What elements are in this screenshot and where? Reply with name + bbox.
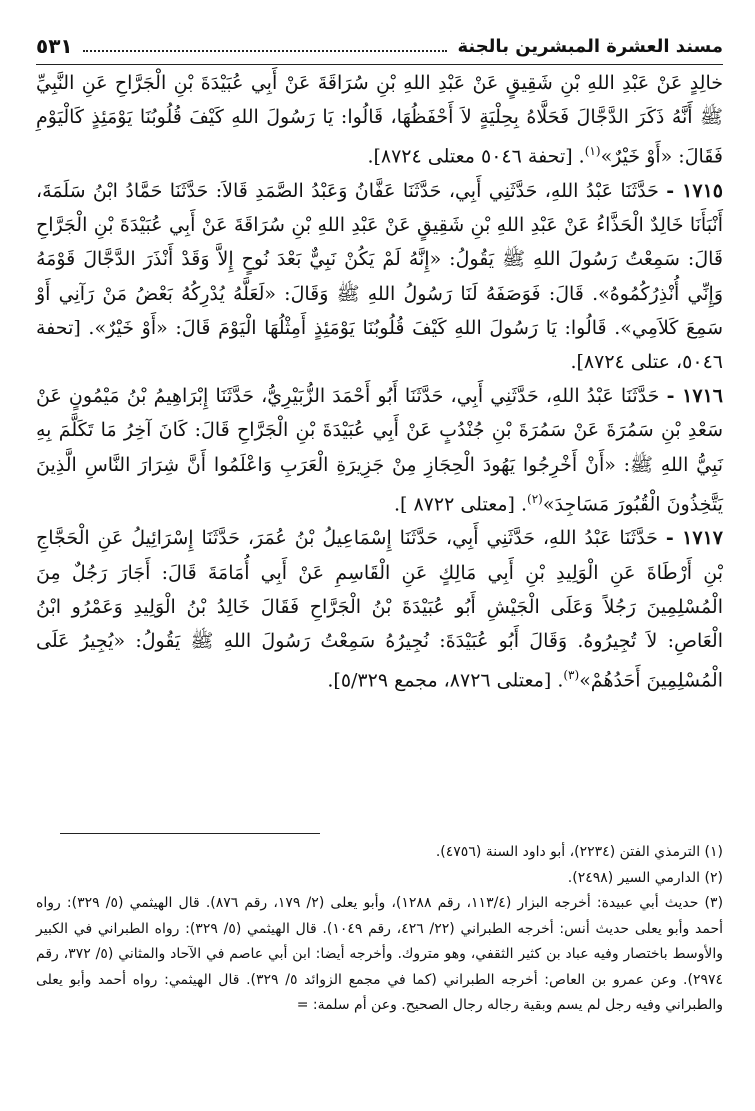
hadith-continuation: [36, 66, 723, 174]
footnote-3: (٣) حديث أبي عبيدة: أخرجه البزار (١١٣/٤، رقم ١٢٨٨)، وأبو يعلى (٢/ ١٧٩، رقم ٨٧٦). قال الهيثمي (٥/ ٣٢٩): رواه أحمد وأبو يعلى حديث أنس: أخرجه الطبراني (٢٢/ ٤٢٦، رقم ١٠٤٩). قال الهيثمي (٥/ ٣٢٩): رواه الطبراني في الكبير والأوسط باختصار وفيه عباد بن كثير الثقفي، وهو متروك. وأخرجه أيضا: ابن أبي عاصم في الآحاد والمثاني (٥/ ٣٧٢، رقم ٢٩٧٤). وعن عمرو بن العاص: أخرجه الطبراني (كما في مجمع الزوائد ٥/ ٣٢٩). قال الهيثمي: رواه أحمد وأبو يعلى والطبراني وفيه رجل لم يسم وبقية رجاله رجال الصحيح. وعن أم سلمة: =: [36, 895, 724, 1013]
hadith-text: حَدَّثَنَا عَبْدُ اللهِ، حَدَّثَنِي أَبِي، حَدَّثَنَا عَفَّانُ وَعَبْدُ الصَّمَدِ قَالاَ: حَدَّثَنَا حَمَّادُ ابْنُ سَلَمَةَ، أَنْبَأَنَا خَالِدٌ الْحَذَّاءُ عَنْ عَبْدِ اللهِ بْنِ شَقِيقٍ عَنْ عَبْدِ اللهِ بْنِ سُرَاقَةَ عَنْ أَبِي عُبَيْدَةَ بْنِ الْجَرَّاحِ قَالَ: سَمِعْتُ رَسُولَ اللهِ ﷺ يَقُولُ: «إِنَّهُ لَمْ يَكُنْ نَبِيٌّ بَعْدَ نُوحٍ إِلاَّ وَقَدْ أَنْذَرَ الدَّجَّالَ قَوْمَهُ وَإِنِّي أُنْذِرُكُمُوهُ». قَالَ: فَوَصَفَهُ لَنَا رَسُولُ اللهِ ﷺ وَقَالَ: «لَعَلَّهُ يُدْرِكُهُ بَعْضُ مَنْ رَآنِي أَوْ سَمِعَ كَلاَمِي». قَالُوا: يَا رَسُولَ اللهِ كَيْفَ قُلُوبُنَا يَوْمَئِذٍ أَمِثْلُهَا الْيَوْمَ قَالَ: «أَوْ خَيْرٌ». [تحفة ٥٠٤٦، عتلى ٨٧٢٤].: [36, 179, 723, 373]
hadith-number: ١٧١٦ -: [666, 385, 723, 408]
header-dot-leader: [83, 40, 448, 52]
footnote-ref[interactable]: (٢): [527, 491, 543, 506]
hadith-1717: [36, 521, 723, 697]
footnote-divider: [60, 833, 320, 834]
hadith-reference: . [معتلى ٨٧٢٢ ].: [393, 493, 528, 516]
footnote-2: (٢) الدارمي السير (٢٤٩٨).: [567, 869, 723, 886]
footnotes: [36, 840, 723, 1019]
hadith-1716: [36, 379, 723, 521]
hadith-number: ١٧١٥ -: [666, 179, 723, 202]
footnote-ref[interactable]: (٣): [563, 668, 580, 683]
hadith-1715: [36, 174, 723, 379]
hadith-text: خالِدٍ عَنْ عَبْدِ اللهِ بْنِ شَقِيقٍ عَنْ عَبْدِ اللهِ بْنِ سُرَاقَةَ عَنْ أَبِي عُبَيْدَةَ بْنِ الْجَرَّاحِ عَنِ النَّبِيِّ ﷺ أَنَّهُ ذَكَرَ الدَّجَّالَ فَحَلَّاهُ بِحِلْيَةٍ لاَ أَحْفَظُهَا، قَالُوا: يَا رَسُولَ اللهِ كَيْفَ قُلُوبُنَا يَوْمَئِذٍ كَالْيَوْمِ فَقَالَ: «أَوْ خَيْرٌ»: [36, 72, 723, 168]
running-title: مسند العشرة المبشرين بالجنة: [457, 35, 723, 57]
main-text: [36, 66, 723, 698]
page-header: [36, 28, 723, 65]
hadith-number: ١٧١٧ -: [665, 527, 723, 550]
hadith-text: حَدَّثَنَا عَبْدُ اللهِ، حَدَّثَنِي أَبِي، حَدَّثَنَا أَبُو أَحْمَدَ الزُّبَيْرِيُّ، حَدَّثَنَا إِبْرَاهِيمُ بْنُ مَيْمُونٍ عَنْ سَعْدِ بْنِ سَمُرَةَ عَنْ سَمُرَةَ بْنِ جُنْدُبٍ عَنْ أَبِي عُبَيْدَةَ بْنِ الْجَرَّاحِ قَالَ: كَانَ آخِرُ مَا تَكَلَّمَ بِهِ نَبِيُّ اللهِ ﷺ: «أَنْ أَخْرِجُوا يَهُودَ الْحِجَازِ مِنْ جَزِيرَةِ الْعَرَبِ وَاعْلَمُوا أَنَّ شِرَارَ النَّاسِ الَّذِينَ يَتَّخِذُونَ الْقُبُورَ مَسَاجِدَ»: [36, 385, 723, 516]
hadith-reference: . [تحفة ٥٠٤٦ معتلى ٨٧٢٤].: [367, 145, 585, 168]
hadith-text: حَدَّثَنَا عَبْدُ اللهِ، حَدَّثَنِي أَبِي، حَدَّثَنَا إِسْمَاعِيلُ بْنُ عُمَرَ، حَدَّثَنَا إِسْرَائِيلُ عَنِ الْحَجَّاجِ بْنِ أَرْطَاةَ عَنِ الْوَلِيدِ بْنِ أَبِي مَالِكٍ عَنِ الْقَاسِمِ عَنْ أَبِي أُمَامَةَ قَالَ: أَجَارَ رَجُلٌ مِنَ الْمُسْلِمِينَ رَجُلاً وَعَلَى الْجَيْشِ أَبُو عُبَيْدَةَ بْنُ الْجَرَّاحِ فَقَالَ خَالِدُ بْنُ الْوَلِيدِ وَعَمْرُو ابْنُ الْعَاصِ: لاَ تُجِيرُوهُ. وَقَالَ أَبُو عُبَيْدَةَ: نُجِيرُهُ سَمِعْتُ رَسُولَ اللهِ ﷺ يَقُولُ: «يُجِيرُ عَلَى الْمُسْلِمِينَ أَحَدُهُمْ»: [36, 527, 723, 692]
page-number: ٥٣١: [36, 34, 73, 58]
footnote-1: (١) الترمذي الفتن (٢٢٣٤)، أبو داود السنة (٤٧٥٦).: [435, 844, 723, 860]
footnote-ref[interactable]: (١): [584, 144, 601, 159]
hadith-reference: . [معتلى ٨٧٢٦، مجمع ٥/٣٢٩].: [327, 669, 564, 692]
